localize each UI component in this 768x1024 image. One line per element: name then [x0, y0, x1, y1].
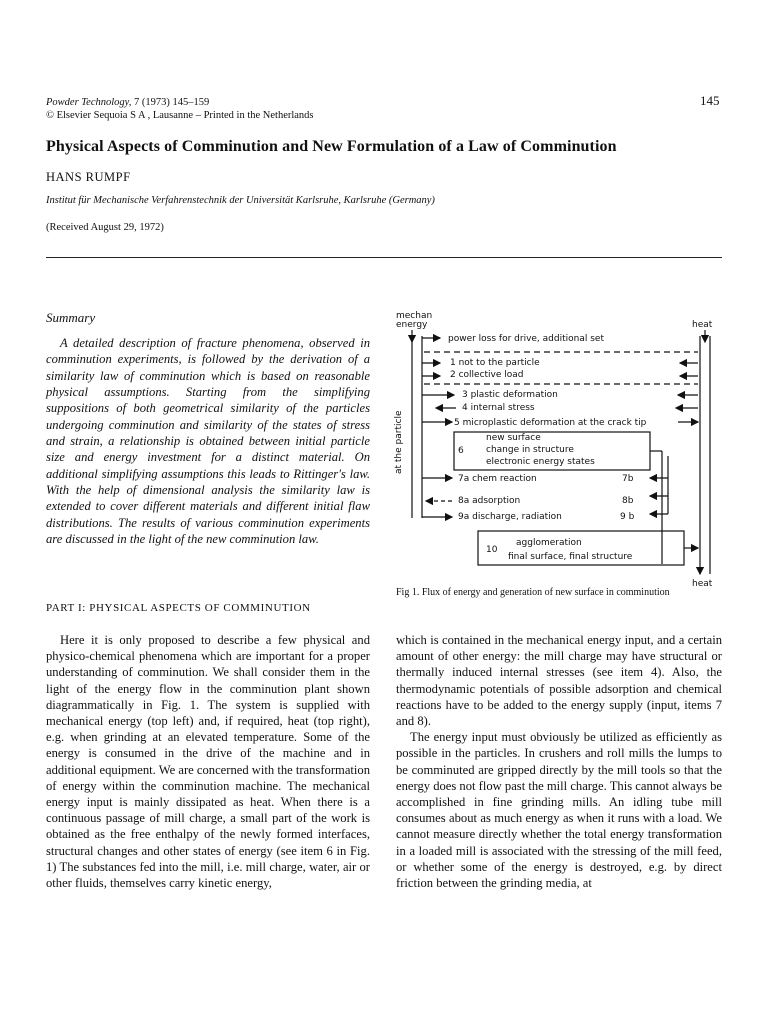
- item-10-line-2: final surface, final structure: [508, 552, 633, 562]
- paragraph: Here it is only proposed to describe a few physical and physico-chemical phenomena which are important for a proper understanding of comminution. We shall consider them in the light of the energy flow in the comminution plant shown diagrammatically in Fig. 1. The system is supplied with mechanical energy (top left) and, if required, heat (top right), e.g. when grinding at an elevated temperature. Some of the energy is consumed in the drive of the machine and in additional equipment. We are concerned with the transformation of energy within the comminution machine. The mechanical energy input is mainly dissipated as heat. When there is a continuous passage of mill charge, a small part of the work is obtained as the free enthalpy of the newly formed interfaces, structural changes and other states of energy (see item 6 in Fig. 1) The substances fed into the mill, i.e. mill charge, water, air or other fluids, themselves carry kinetic energy,: [46, 633, 370, 891]
- page-number: 145: [700, 93, 720, 108]
- item-10-number: 10: [486, 545, 498, 555]
- summary-text: A detailed description of fracture phenomena, observed in comminution experiments, is followed by the derivation of a similarity law of comminution which is based on reasonable physical assumptions. Starting from the simplifying suppositions of both geometrical similarity of the particles undergoing comminution and similarity of the states of stress and strain, a relationship is obtained between initial particle size and energy investment for a distinct material. On additional simplifying assumptions this leads to Rittinger's law. With the help of dimensional analysis the similarity law is extended to cover different materials and different initial flaw distributions. The results of various comminution experiments are discussed in the light of the new comminution law.: [46, 336, 370, 547]
- energy-flux-diagram: [392, 306, 728, 588]
- item-6-line-3: electronic energy states: [486, 457, 595, 467]
- energy-flux-figure: [392, 306, 728, 588]
- label-heat-bottom: heat: [692, 579, 713, 588]
- item-7b: 7b: [622, 474, 634, 484]
- item-6-line-1: new surface: [486, 433, 541, 443]
- paragraph: which is contained in the mechanical energy input, and a certain amount of other energy: the mill charge may have structural or thermally induced internal stresses (see item 4). Also, the thermodynamic potentials of possible adsorption and chemical reactions have to be added to the energy supply (input, items 7 and 8).: [396, 633, 722, 729]
- item-8a: 8a adsorption: [458, 496, 521, 506]
- item-6-line-2: change in structure: [486, 445, 574, 455]
- article-title: Physical Aspects of Comminution and New Formulation of a Law of Comminution: [46, 138, 617, 155]
- label-energy: energy: [396, 320, 428, 330]
- received-date: (Received August 29, 1972): [46, 222, 164, 233]
- item-3: 3 plastic deformation: [462, 390, 558, 400]
- item-7a: 7a chem reaction: [458, 474, 537, 484]
- journal-name: Powder Technology,: [46, 97, 132, 108]
- summary-heading: Summary: [46, 310, 96, 325]
- header-rule: [46, 257, 722, 258]
- item-10-line-1: agglomeration: [516, 538, 582, 548]
- label-power-loss: power loss for drive, additional set: [448, 334, 604, 344]
- item-8b: 8b: [622, 496, 634, 506]
- item-6-number: 6: [458, 446, 464, 456]
- journal-volume: 7 (1973) 145–159: [133, 97, 210, 108]
- item-2: 2 collective load: [450, 370, 524, 380]
- item-4: 4 internal stress: [462, 403, 535, 413]
- item-9a: 9a discharge, radiation: [458, 512, 562, 522]
- label-heat-top: heat: [692, 320, 713, 330]
- label-at-the-particle: at the particle: [394, 410, 404, 474]
- journal-header: [46, 96, 314, 122]
- item-5: 5 microplastic deformation at the crack tip: [454, 418, 647, 428]
- part-heading: PART I: PHYSICAL ASPECTS OF COMMINUTION: [46, 602, 311, 614]
- item-9b: 9 b: [620, 512, 635, 522]
- body-column-left: [46, 632, 370, 891]
- item-1: 1 not to the particle: [450, 358, 540, 368]
- publisher-line: © Elsevier Sequoia S A , Lausanne – Printed in the Netherlands: [46, 110, 314, 121]
- figure-caption: Fig 1. Flux of energy and generation of new surface in comminution: [396, 587, 670, 598]
- author-name: HANS RUMPF: [46, 170, 131, 184]
- affiliation: Institut für Mechanische Verfahrenstechnik der Universität Karlsruhe, Karlsruhe (Germany): [46, 195, 435, 206]
- label-mechan: mechan: [396, 311, 433, 321]
- body-column-right: [396, 632, 722, 891]
- paragraph: The energy input must obviously be utilized as efficiently as possible in the particles. In crushers and roll mills the lumps to be comminuted are gripped directly by the mill tools so that the energy does not flow past the mill charge. This cannot always be accomplished in fine grinding mills. An idling tube mill consumes about as much energy as when it runs with a load. We cannot measure directly whether the total energy transformation in a loaded mill is associated with the stressing of the mill feed, or whether some of the energy is destroyed, e.g. by direct friction between the grinding media, at: [396, 730, 722, 891]
